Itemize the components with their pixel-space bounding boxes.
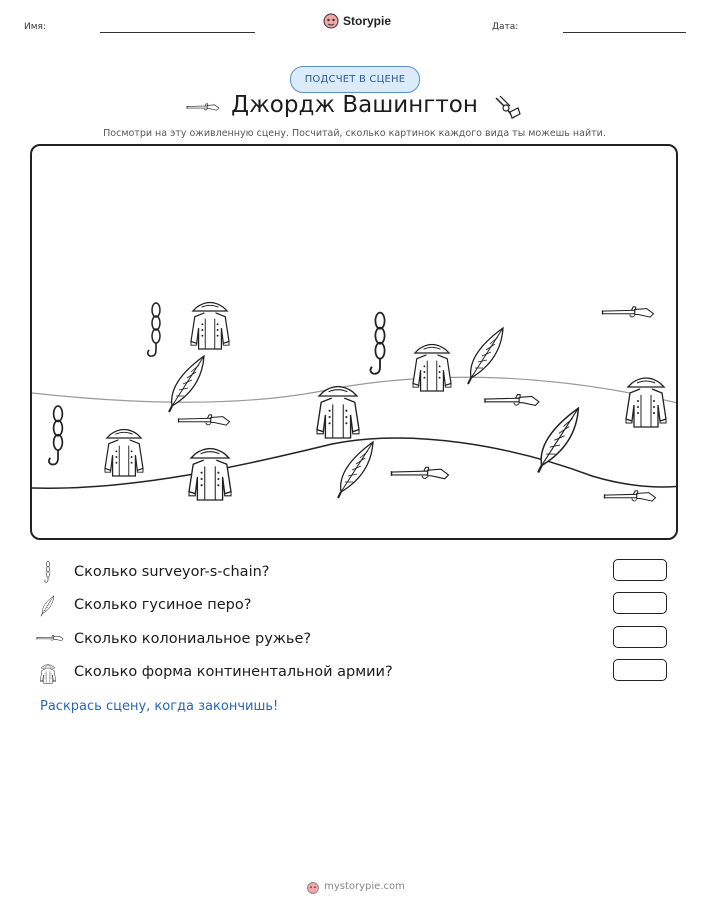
surveyor-chain-item: [148, 303, 160, 356]
site-url[interactable]: mystorypie.com: [324, 881, 405, 892]
question-surveyor-chain: Сколько surveyor-s-chain?: [74, 564, 270, 580]
answer-box-surveyor-chain[interactable]: [613, 559, 667, 581]
quill-item: [538, 408, 578, 472]
answer-box-musket[interactable]: [613, 626, 667, 648]
uniform-item: [317, 387, 359, 438]
musket-item: [179, 415, 230, 425]
question-quill: Сколько гусиное перо?: [74, 597, 252, 613]
date-label: Дата:: [492, 22, 519, 32]
coloring-note: Раскрась сцену, когда закончишь!: [40, 699, 279, 714]
quill-icon: [38, 595, 58, 617]
uniform-item: [413, 344, 451, 391]
instructions: Посмотри на эту оживленную сцену. Посчитай, сколько картинок каждого вида ты можешь найти.: [103, 128, 606, 139]
musket-item: [605, 491, 656, 501]
surveyor-compass-icon: [492, 94, 522, 122]
counting-scene: [30, 144, 678, 540]
name-label: Имя:: [24, 22, 46, 32]
surveyor-chain-icon: [38, 561, 58, 583]
page-title: Джордж Вашингтон: [231, 92, 478, 118]
surveyor-chain-item: [370, 313, 384, 374]
quill-item: [338, 442, 373, 498]
uniform-item: [189, 449, 231, 500]
musket-item: [603, 307, 654, 317]
uniform-item: [191, 302, 229, 349]
activity-badge: ПОДСЧЕТ В СЦЕНЕ: [290, 66, 420, 93]
question-musket: Сколько колониальное ружье?: [74, 631, 312, 647]
uniform-item: [105, 429, 143, 476]
musket-item: [392, 467, 449, 478]
answer-box-uniform[interactable]: [613, 659, 667, 681]
date-field[interactable]: [563, 32, 686, 33]
name-field[interactable]: [100, 32, 255, 33]
uniform-icon: [38, 662, 58, 684]
quill-item: [468, 328, 503, 384]
musket-icon: [36, 629, 64, 641]
brand-name: Storypie: [343, 14, 392, 28]
uniform-item: [626, 378, 666, 427]
answer-box-quill[interactable]: [613, 592, 667, 614]
surveyor-chain-item: [49, 406, 63, 464]
musket-item: [485, 395, 539, 406]
scene-canvas: [32, 146, 676, 538]
hill-line-back: [32, 377, 676, 404]
quill-item: [169, 356, 204, 412]
storypie-logo-icon: [322, 12, 340, 30]
question-uniform: Сколько форма континентальной армии?: [74, 664, 393, 680]
